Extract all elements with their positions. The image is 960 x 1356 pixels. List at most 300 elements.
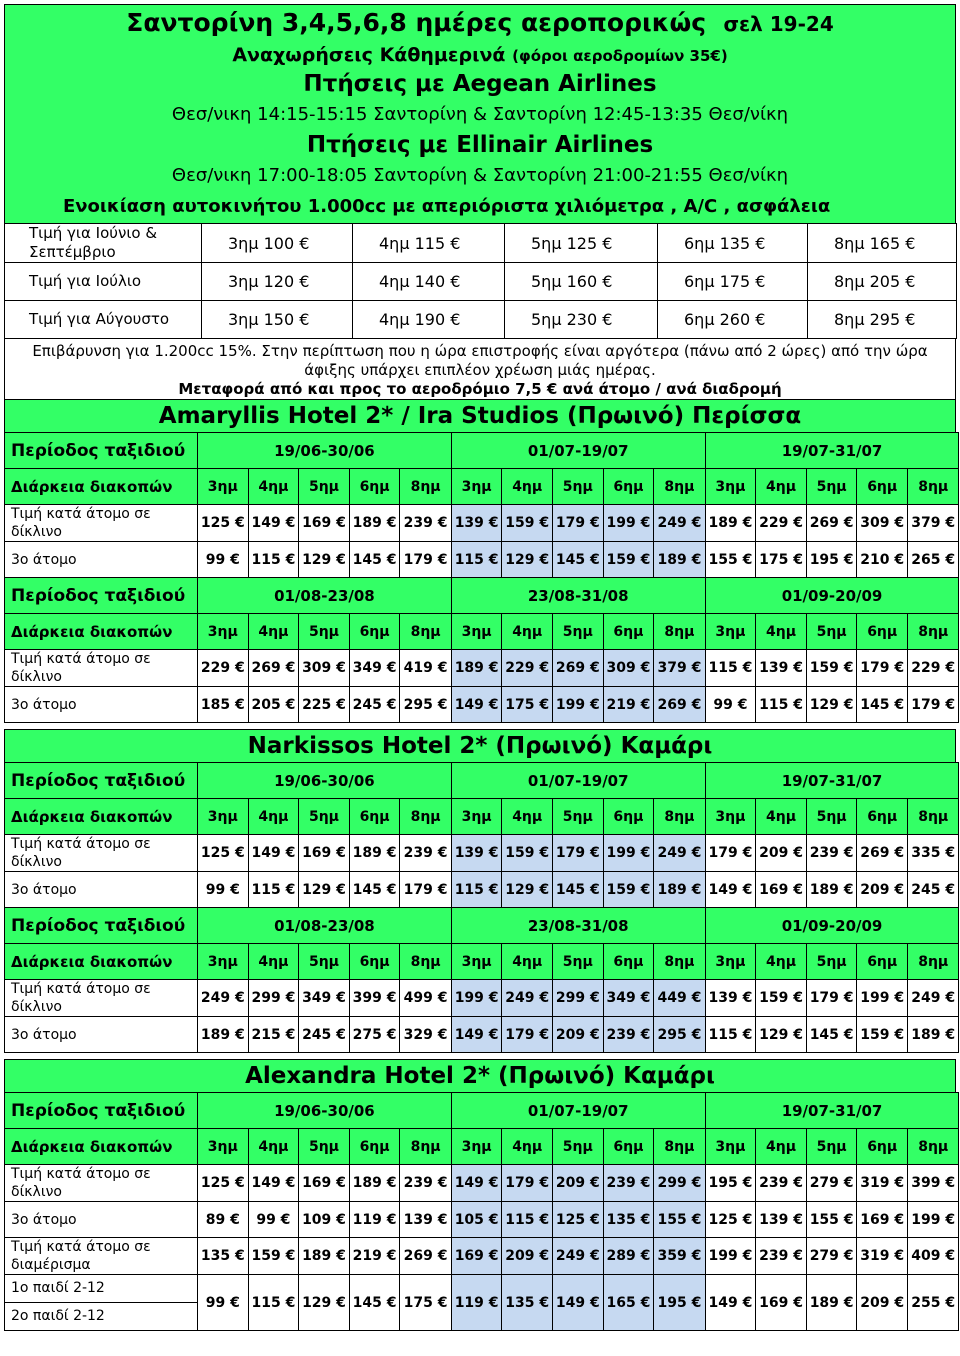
price-cell: 145 €	[553, 872, 604, 908]
duration-cell: 5ημ	[299, 614, 350, 650]
price-row	[5, 1202, 959, 1238]
duration-cell: 6ημ	[349, 799, 400, 835]
price-cell: 145 €	[349, 872, 400, 908]
price-cell: 319 €	[857, 1165, 908, 1202]
price-cell: 269 €	[400, 1238, 451, 1275]
duration-cell: 6ημ	[857, 1129, 908, 1165]
price-row	[5, 687, 959, 723]
price-cell: 349 €	[349, 650, 400, 687]
duration-cell: 5ημ	[553, 944, 604, 980]
price-cell: 139 €	[705, 980, 756, 1017]
duration-cell: 3ημ	[705, 1129, 756, 1165]
period-dates: 01/07-19/07	[451, 1093, 705, 1129]
price-cell: 125 €	[198, 505, 249, 542]
price-cell: 239 €	[756, 1238, 807, 1275]
period-dates: 01/07-19/07	[451, 433, 705, 469]
car-price-cell: 8ημ 295 €	[808, 301, 957, 339]
price-cell: 189 €	[349, 505, 400, 542]
period-dates: 19/06-30/06	[198, 1093, 452, 1129]
period-dates: 01/08-23/08	[198, 908, 452, 944]
price-cell: 199 €	[451, 980, 502, 1017]
price-cell: 179 €	[806, 980, 857, 1017]
period-label: Περίοδος ταξιδιού	[5, 1093, 198, 1129]
price-cell: 89 €	[198, 1202, 249, 1238]
duration-cell: 6ημ	[857, 469, 908, 505]
price-cell: 239 €	[756, 1165, 807, 1202]
price-cell: 185 €	[198, 687, 249, 723]
price-cell: 159 €	[502, 835, 553, 872]
price-cell: 175 €	[756, 542, 807, 578]
price-row	[5, 872, 959, 908]
duration-cell: 4ημ	[502, 469, 553, 505]
car-price-cell: 8ημ 165 €	[808, 224, 957, 263]
price-cell: 199 €	[603, 835, 654, 872]
car-price-table	[4, 223, 957, 339]
hotel-price-table	[4, 1092, 959, 1331]
price-cell: 155 €	[806, 1202, 857, 1238]
car-price-cell: 4ημ 190 €	[353, 301, 505, 339]
third-label: 3ο άτομο	[5, 687, 198, 723]
duration-cell: 6ημ	[857, 799, 908, 835]
price-cell: 115 €	[451, 542, 502, 578]
apartment-label: Τιμή κατά άτομο σε διαμέρισμα	[5, 1238, 198, 1275]
price-cell: 169 €	[299, 1165, 350, 1202]
price-cell: 189 €	[299, 1238, 350, 1275]
price-cell: 399 €	[349, 980, 400, 1017]
price-cell: 359 €	[654, 1238, 705, 1275]
car-price-label: Τιμή για Αύγουστο	[5, 301, 202, 339]
price-cell: 115 €	[705, 650, 756, 687]
duration-cell: 6ημ	[857, 944, 908, 980]
duration-cell: 6ημ	[349, 944, 400, 980]
duration-cell: 5ημ	[553, 1129, 604, 1165]
price-row	[5, 505, 959, 542]
duration-cell: 5ημ	[553, 614, 604, 650]
duration-cell: 8ημ	[908, 1129, 959, 1165]
duration-cell: 4ημ	[248, 469, 299, 505]
double-label: Τιμή κατά άτομο σε δίκλινο	[5, 1165, 198, 1202]
price-cell: 155 €	[705, 542, 756, 578]
duration-label: Διάρκεια διακοπών	[5, 944, 198, 980]
price-cell: 179 €	[908, 687, 959, 723]
price-cell: 125 €	[705, 1202, 756, 1238]
price-cell: 179 €	[705, 835, 756, 872]
price-cell: 245 €	[349, 687, 400, 723]
duration-cell: 4ημ	[502, 799, 553, 835]
duration-cell: 3ημ	[198, 799, 249, 835]
duration-cell: 8ημ	[400, 1129, 451, 1165]
price-cell: 129 €	[299, 872, 350, 908]
price-cell: 189 €	[806, 1275, 857, 1331]
price-cell: 249 €	[654, 835, 705, 872]
price-cell: 205 €	[248, 687, 299, 723]
price-cell: 159 €	[248, 1238, 299, 1275]
price-cell: 199 €	[908, 1202, 959, 1238]
duration-cell: 4ημ	[248, 944, 299, 980]
price-cell: 189 €	[451, 650, 502, 687]
departures-line	[5, 42, 955, 69]
price-cell: 179 €	[502, 1017, 553, 1053]
price-cell: 219 €	[603, 687, 654, 723]
duration-row	[5, 1129, 959, 1165]
price-cell: 335 €	[908, 835, 959, 872]
car-price-row	[5, 224, 957, 263]
duration-cell: 6ημ	[603, 1129, 654, 1165]
price-cell: 249 €	[553, 1238, 604, 1275]
duration-label: Διάρκεια διακοπών	[5, 469, 198, 505]
price-cell: 309 €	[857, 505, 908, 542]
price-cell: 115 €	[756, 687, 807, 723]
price-cell: 295 €	[400, 687, 451, 723]
header-block	[4, 4, 956, 223]
aegean-times: Θεσ/νικη 14:15-15:15 Σαντορίνη & Σαντορίνη 12:45-13:35 Θεσ/νίκη	[171, 104, 789, 125]
price-cell: 269 €	[248, 650, 299, 687]
price-cell: 269 €	[553, 650, 604, 687]
price-cell: 149 €	[451, 1017, 502, 1053]
price-cell: 209 €	[553, 1017, 604, 1053]
car-price-cell: 4ημ 140 €	[353, 263, 505, 301]
car-price-label: Τιμή για Ιούλιο	[5, 263, 202, 301]
duration-cell: 6ημ	[603, 944, 654, 980]
price-cell: 159 €	[603, 872, 654, 908]
price-cell: 149 €	[248, 835, 299, 872]
price-cell: 105 €	[451, 1202, 502, 1238]
duration-cell: 5ημ	[299, 1129, 350, 1165]
price-cell: 189 €	[654, 542, 705, 578]
price-cell: 169 €	[756, 1275, 807, 1331]
period-dates: 01/09-20/09	[705, 908, 959, 944]
price-cell: 135 €	[198, 1238, 249, 1275]
page-title	[5, 5, 955, 42]
price-cell: 245 €	[908, 872, 959, 908]
price-cell: 199 €	[603, 505, 654, 542]
price-cell: 115 €	[248, 542, 299, 578]
price-cell: 239 €	[400, 1165, 451, 1202]
duration-cell: 4ημ	[502, 944, 553, 980]
duration-cell: 5ημ	[299, 799, 350, 835]
price-cell: 179 €	[553, 505, 604, 542]
price-cell: 239 €	[400, 835, 451, 872]
duration-label: Διάρκεια διακοπών	[5, 1129, 198, 1165]
period-label: Περίοδος ταξιδιού	[5, 578, 198, 614]
price-cell: 199 €	[705, 1238, 756, 1275]
duration-cell: 8ημ	[654, 944, 705, 980]
price-cell: 269 €	[857, 835, 908, 872]
price-cell: 265 €	[908, 542, 959, 578]
period-dates: 01/09-20/09	[705, 578, 959, 614]
price-cell: 349 €	[603, 980, 654, 1017]
price-cell: 329 €	[400, 1017, 451, 1053]
duration-cell: 6ημ	[603, 799, 654, 835]
car-price-label: Τιμή για Ιούνιο & Σεπτέμβριο	[5, 224, 202, 263]
period-dates: 23/08-31/08	[451, 578, 705, 614]
price-cell: 279 €	[806, 1165, 857, 1202]
duration-cell: 3ημ	[705, 944, 756, 980]
car-price-cell: 4ημ 115 €	[353, 224, 505, 263]
car-price-cell: 6ημ 260 €	[658, 301, 808, 339]
price-cell: 229 €	[756, 505, 807, 542]
price-cell: 149 €	[451, 1165, 502, 1202]
duration-cell: 8ημ	[908, 614, 959, 650]
price-row	[5, 1165, 959, 1202]
duration-cell: 5ημ	[806, 1129, 857, 1165]
duration-cell: 4ημ	[756, 1129, 807, 1165]
price-cell: 275 €	[349, 1017, 400, 1053]
third-label: 3ο άτομο	[5, 872, 198, 908]
transfer-note: Μεταφορά από και προς το αεροδρόμιο 7,5 € ανά άτομο / ανά διαδρομή	[178, 380, 782, 398]
duration-cell: 5ημ	[553, 799, 604, 835]
price-cell: 249 €	[502, 980, 553, 1017]
price-cell: 175 €	[502, 687, 553, 723]
price-cell: 149 €	[705, 1275, 756, 1331]
price-cell: 155 €	[654, 1202, 705, 1238]
price-cell: 189 €	[198, 1017, 249, 1053]
price-cell: 189 €	[654, 872, 705, 908]
price-cell: 199 €	[553, 687, 604, 723]
price-cell: 169 €	[451, 1238, 502, 1275]
period-dates: 19/06-30/06	[198, 433, 452, 469]
period-dates: 19/07-31/07	[705, 1093, 959, 1129]
price-row	[5, 542, 959, 578]
duration-cell: 8ημ	[908, 799, 959, 835]
duration-label: Διάρκεια διακοπών	[5, 614, 198, 650]
duration-cell: 6ημ	[603, 614, 654, 650]
price-cell: 145 €	[349, 542, 400, 578]
duration-cell: 4ημ	[756, 799, 807, 835]
duration-cell: 4ημ	[248, 799, 299, 835]
double-label: Τιμή κατά άτομο σε δίκλινο	[5, 980, 198, 1017]
price-row	[5, 980, 959, 1017]
price-cell: 179 €	[400, 542, 451, 578]
duration-cell: 3ημ	[705, 614, 756, 650]
duration-cell: 8ημ	[654, 469, 705, 505]
price-row	[5, 1238, 959, 1275]
departures-text: Αναχωρήσεις Κάθημερινά	[232, 44, 506, 66]
duration-cell: 4ημ	[756, 944, 807, 980]
price-cell: 379 €	[654, 650, 705, 687]
period-dates: 23/08-31/08	[451, 908, 705, 944]
price-cell: 115 €	[502, 1202, 553, 1238]
price-cell: 159 €	[603, 542, 654, 578]
period-dates: 19/07-31/07	[705, 433, 959, 469]
duration-cell: 3ημ	[705, 469, 756, 505]
price-cell: 249 €	[654, 505, 705, 542]
duration-cell: 5ημ	[806, 799, 857, 835]
car-price-cell: 5ημ 230 €	[505, 301, 658, 339]
hotel-name: Alexandra Hotel 2* (Πρωινό) Καμάρι	[4, 1059, 956, 1092]
car-price-cell: 5ημ 160 €	[505, 263, 658, 301]
price-cell: 125 €	[198, 1165, 249, 1202]
price-cell: 209 €	[857, 1275, 908, 1331]
price-cell: 159 €	[756, 980, 807, 1017]
child1-label: 1ο παιδί 2-12	[5, 1275, 197, 1303]
price-cell: 229 €	[502, 650, 553, 687]
duration-cell: 5ημ	[299, 469, 350, 505]
duration-cell: 8ημ	[400, 614, 451, 650]
car-price-cell: 8ημ 205 €	[808, 263, 957, 301]
airline-ellinair: Πτήσεις με Ellinair Airlines	[306, 132, 654, 158]
price-cell: 149 €	[451, 687, 502, 723]
price-cell: 195 €	[705, 1165, 756, 1202]
price-cell: 115 €	[705, 1017, 756, 1053]
price-cell: 145 €	[857, 687, 908, 723]
duration-cell: 3ημ	[198, 614, 249, 650]
price-cell: 169 €	[756, 872, 807, 908]
price-cell: 379 €	[908, 505, 959, 542]
price-cell: 255 €	[908, 1275, 959, 1331]
price-cell: 239 €	[603, 1017, 654, 1053]
price-row	[5, 650, 959, 687]
price-cell: 149 €	[248, 505, 299, 542]
duration-cell: 3ημ	[705, 799, 756, 835]
car-price-cell: 5ημ 125 €	[505, 224, 658, 263]
duration-cell: 8ημ	[654, 799, 705, 835]
price-cell: 169 €	[299, 505, 350, 542]
price-cell: 129 €	[756, 1017, 807, 1053]
airport-tax: (φόροι αεροδρομίων 35€)	[512, 47, 728, 65]
duration-cell: 3ημ	[198, 1129, 249, 1165]
price-cell: 129 €	[299, 1275, 350, 1331]
price-cell: 115 €	[248, 872, 299, 908]
third-label: 3ο άτομο	[5, 1202, 198, 1238]
duration-cell: 3ημ	[198, 944, 249, 980]
price-cell: 269 €	[806, 505, 857, 542]
duration-cell: 4ημ	[248, 614, 299, 650]
price-cell: 145 €	[349, 1275, 400, 1331]
price-cell: 99 €	[198, 542, 249, 578]
price-cell: 209 €	[502, 1238, 553, 1275]
duration-cell: 6ημ	[857, 614, 908, 650]
price-cell: 175 €	[400, 1275, 451, 1331]
price-cell: 319 €	[857, 1238, 908, 1275]
price-cell: 149 €	[705, 872, 756, 908]
car-price-cell: 3ημ 150 €	[202, 301, 353, 339]
price-cell: 229 €	[198, 650, 249, 687]
price-cell: 159 €	[502, 505, 553, 542]
price-cell: 145 €	[553, 542, 604, 578]
period-row	[5, 1093, 959, 1129]
price-cell: 139 €	[451, 505, 502, 542]
price-cell: 99 €	[198, 1275, 249, 1331]
price-cell: 165 €	[603, 1275, 654, 1331]
price-cell: 179 €	[502, 1165, 553, 1202]
price-cell: 209 €	[553, 1165, 604, 1202]
title-text: Σαντορίνη 3,4,5,6,8 ημέρες αεροπορικώς	[126, 8, 707, 37]
price-cell: 145 €	[806, 1017, 857, 1053]
price-cell: 179 €	[553, 835, 604, 872]
duration-cell: 5ημ	[806, 944, 857, 980]
period-dates: 01/08-23/08	[198, 578, 452, 614]
price-cell: 139 €	[756, 1202, 807, 1238]
price-cell: 135 €	[502, 1275, 553, 1331]
duration-cell: 8ημ	[400, 944, 451, 980]
price-cell: 279 €	[806, 1238, 857, 1275]
duration-cell: 8ημ	[400, 799, 451, 835]
price-cell: 109 €	[299, 1202, 350, 1238]
period-dates: 19/06-30/06	[198, 763, 452, 799]
price-cell: 99 €	[248, 1202, 299, 1238]
price-cell: 119 €	[349, 1202, 400, 1238]
car-rental-heading: Ενοικίαση αυτοκινήτου 1.000cc με απεριόριστα χιλιόμετρα , A/C , ασφάλεια	[63, 196, 831, 217]
price-cell: 245 €	[299, 1017, 350, 1053]
price-cell: 149 €	[248, 1165, 299, 1202]
price-cell: 129 €	[806, 687, 857, 723]
price-cell: 299 €	[553, 980, 604, 1017]
price-cell: 129 €	[502, 542, 553, 578]
period-row	[5, 433, 959, 469]
duration-cell: 5ημ	[299, 944, 350, 980]
child2-label: 2ο παιδί 2-12	[11, 1308, 105, 1324]
price-cell: 239 €	[400, 505, 451, 542]
price-cell: 239 €	[806, 835, 857, 872]
duration-cell: 4ημ	[756, 469, 807, 505]
price-cell: 169 €	[857, 1202, 908, 1238]
period-label: Περίοδος ταξιδιού	[5, 908, 198, 944]
duration-row	[5, 469, 959, 505]
price-cell: 289 €	[603, 1238, 654, 1275]
price-cell: 269 €	[654, 687, 705, 723]
price-cell: 299 €	[248, 980, 299, 1017]
price-cell: 159 €	[806, 650, 857, 687]
duration-cell: 8ημ	[908, 944, 959, 980]
notes-block	[4, 339, 956, 399]
duration-cell: 4ημ	[756, 614, 807, 650]
price-cell: 210 €	[857, 542, 908, 578]
double-label: Τιμή κατά άτομο σε δίκλινο	[5, 835, 198, 872]
duration-cell: 8ημ	[400, 469, 451, 505]
children-label	[5, 1275, 198, 1331]
price-row	[5, 1275, 959, 1331]
airline-aegean: Πτήσεις με Aegean Airlines	[303, 71, 657, 97]
hotel-name: Narkissos Hotel 2* (Πρωινό) Καμάρι	[4, 729, 956, 762]
price-cell: 225 €	[299, 687, 350, 723]
hotels-container	[4, 399, 956, 1331]
duration-cell: 4ημ	[248, 1129, 299, 1165]
car-price-cell: 3ημ 100 €	[202, 224, 353, 263]
ellinair-times: Θεσ/νικη 17:00-18:05 Σαντορίνη & Σαντορίνη 21:00-21:55 Θεσ/νίκη	[171, 165, 789, 186]
price-cell: 139 €	[756, 650, 807, 687]
duration-cell: 6ημ	[349, 614, 400, 650]
price-cell: 209 €	[857, 872, 908, 908]
price-cell: 159 €	[857, 1017, 908, 1053]
price-cell: 189 €	[349, 1165, 400, 1202]
price-cell: 139 €	[451, 835, 502, 872]
price-cell: 299 €	[654, 1165, 705, 1202]
duration-row	[5, 799, 959, 835]
duration-cell: 8ημ	[654, 614, 705, 650]
price-cell: 115 €	[248, 1275, 299, 1331]
price-cell: 125 €	[553, 1202, 604, 1238]
price-cell: 129 €	[502, 872, 553, 908]
period-label: Περίοδος ταξιδιού	[5, 763, 198, 799]
duration-cell: 8ημ	[908, 469, 959, 505]
surcharge-note: Επιβάρυνση για 1.200cc 15%. Στην περίπτωση που η ώρα επιστροφής είναι αργότερα (πάνω από 2 ώρες) από την ώρα άφιξης υπάρχει επιπλέον χρέωση μιάς ημέρας.	[32, 342, 928, 379]
price-cell: 309 €	[603, 650, 654, 687]
hotel-price-table	[4, 762, 959, 1053]
price-cell: 199 €	[857, 980, 908, 1017]
period-row	[5, 578, 959, 614]
double-label: Τιμή κατά άτομο σε δίκλινο	[5, 505, 198, 542]
duration-cell: 4ημ	[502, 614, 553, 650]
duration-cell: 4ημ	[502, 1129, 553, 1165]
third-label: 3ο άτομο	[5, 1017, 198, 1053]
price-cell: 309 €	[299, 650, 350, 687]
price-cell: 419 €	[400, 650, 451, 687]
car-price-row	[5, 301, 957, 339]
price-cell: 129 €	[299, 542, 350, 578]
duration-cell: 6ημ	[603, 469, 654, 505]
price-cell: 149 €	[553, 1275, 604, 1331]
